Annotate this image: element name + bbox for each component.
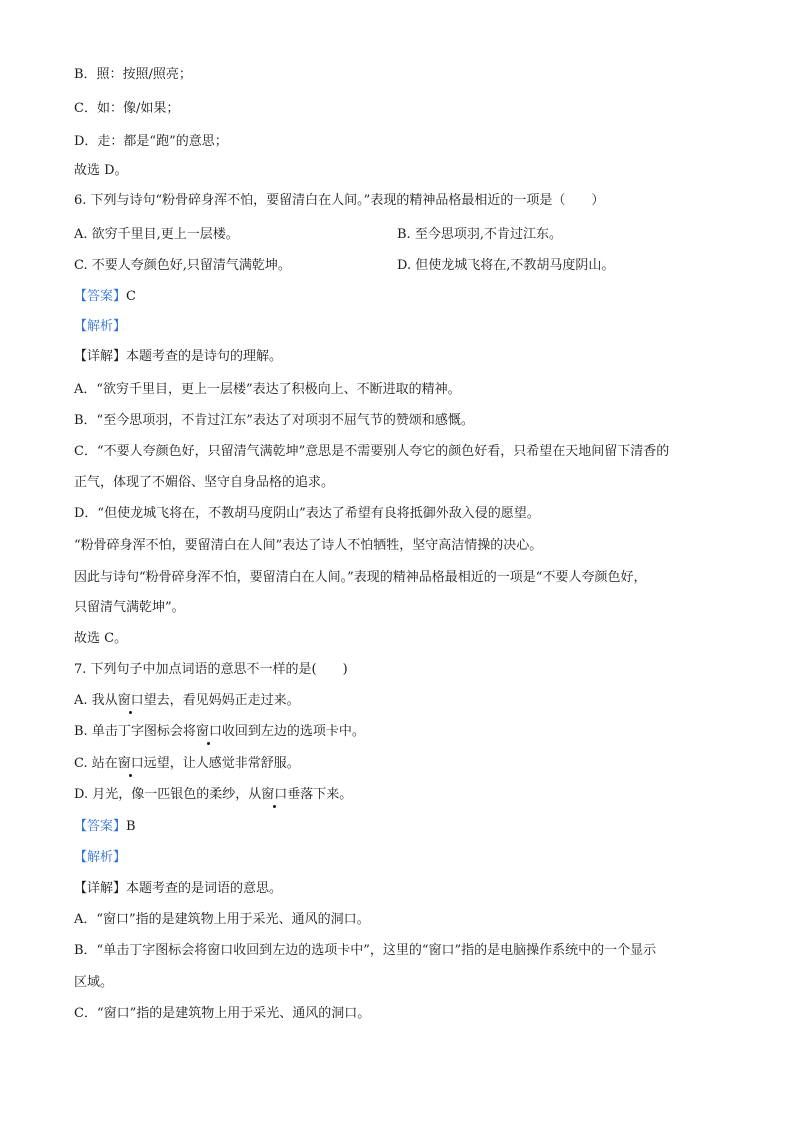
detail-tag: 【详解】 [74,881,127,896]
answer-value: B [126,819,136,834]
q7-answer [74,818,136,836]
detail-tag: 【详解】 [74,349,127,364]
q6-analysis-line: C．“不要人夸颜色好，只留清气满乾坤”意思是不需要别人夸它的颜色好看，只希望在天地间留下清香的 [74,444,670,459]
dotted-word: 窗口 [117,693,144,708]
q6-conclusion: 故选 C。 [74,631,128,646]
q5-option-d-explanation: D．走：都是“跑”的意思； [74,134,228,149]
q6-stem: 6. 下列与诗句“粉骨碎身浑不怕，要留清白在人间。”表现的精神品格最相近的一项是（ ） [74,193,605,208]
q6-detail: 【详解】本题考查的是诗句的理解。 [74,349,283,364]
q6-analysis-line: 因此与诗句“粉骨碎身浑不怕，要留清白在人间。”表现的精神品格最相近的一项是“不要人夸颜色好， [74,570,647,585]
dotted-word: 窗口 [195,724,222,739]
q6-analysis-line: “粉骨碎身浑不怕，要留清白在人间”表达了诗人不怕牺牲，坚守高洁情操的决心。 [74,538,543,553]
q7-stem: 7. 下列句子中加点词语的意思不一样的是( ) [74,662,348,677]
q7-option-c: C. 站在窗口远望，让人感觉非常舒服。 [74,756,300,771]
answer-value: C [126,289,136,304]
q6-analysis-line: D．“但使龙城飞将在，不教胡马度阴山”表达了希望有良将抵御外敌入侵的愿望。 [74,506,540,521]
q6-option-c: C. 不要人夸颜色好,只留清气满乾坤。 [74,258,291,273]
q7-analysis-line: 区域。 [74,975,114,990]
q6-analysis-line: 只留清气满乾坤”。 [74,600,185,615]
q7-analysis-line: C．“窗口”指的是建筑物上用于采光、通风的洞口。 [74,1006,371,1021]
q7-option-a: A. 我从窗口望去，看见妈妈正走过来。 [74,693,300,708]
q7-analysis-tag: 【解析】 [74,850,127,865]
q6-option-d: D. 但使龙城飞将在,不教胡马度阴山。 [397,258,615,273]
q7-option-d: D. 月光，像一匹银色的柔纱，从窗口垂落下来。 [74,787,353,802]
q6-analysis-tag: 【解析】 [74,319,127,334]
q6-answer [74,288,136,306]
q7-option-b: B. 单击丁字图标会将窗口收回到左边的选项卡中。 [74,724,365,739]
q6-option-a: A. 欲穷千里目,更上一层楼。 [74,227,239,242]
q6-analysis-line: A．“欲穷千里目，更上一层楼”表达了积极向上、不断进取的精神。 [74,382,461,397]
q6-analysis-line: B．“至今思项羽，不肯过江东”表达了对项羽不屈气节的赞颂和感慨。 [74,413,474,428]
answer-tag: 【答案】 [74,819,127,834]
q7-analysis-line: A．“窗口”指的是建筑物上用于采光、通风的洞口。 [74,912,370,927]
q6-option-b: B. 至今思项羽,不肯过江东。 [397,227,562,242]
dotted-word: 窗口 [261,787,288,802]
answer-tag: 【答案】 [74,289,127,304]
q5-option-c-explanation: C．如：像/如果； [74,101,180,116]
q7-analysis-line: B．“单击丁字图标会将窗口收回到左边的选项卡中”，这里的“窗口”指的是电脑操作系统中的一个显示 [74,943,657,958]
q5-conclusion: 故选 D。 [74,163,128,178]
q7-detail: 【详解】本题考查的是词语的意思。 [74,881,283,896]
q6-analysis-line: 正气，体现了不媚俗、坚守自身品格的追求。 [74,475,335,490]
dotted-word: 窗口 [117,756,144,771]
q5-option-b-explanation: B．照：按照/照亮； [74,67,192,82]
